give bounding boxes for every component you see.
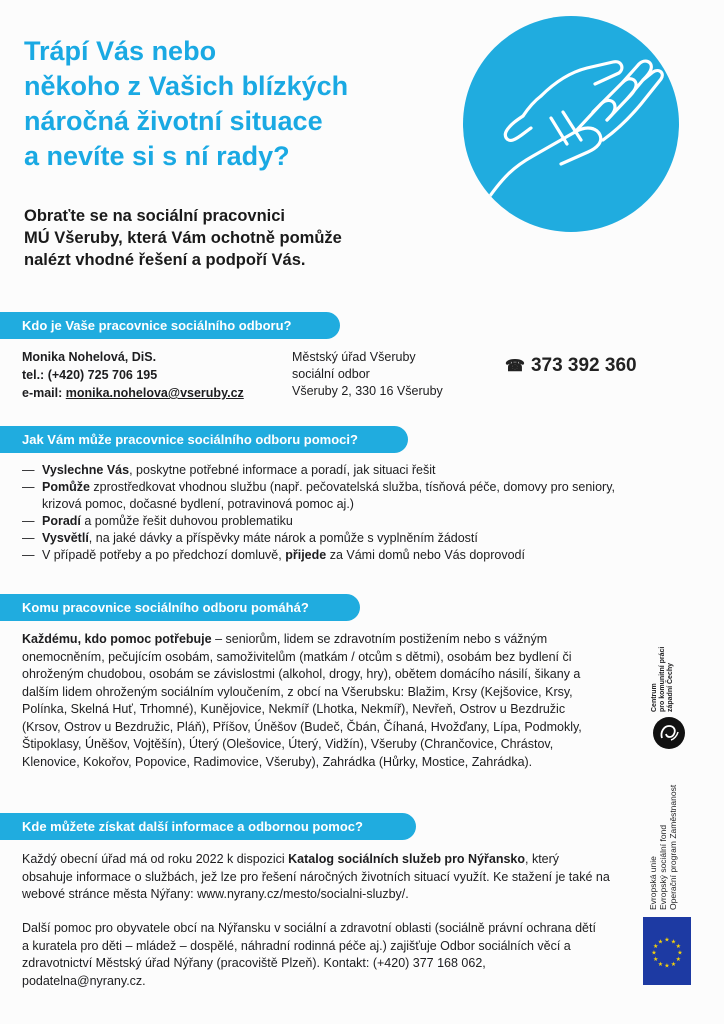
item-text: a pomůže řešit duhovou problematiku [80, 514, 293, 528]
logo-line: Centrum [651, 683, 658, 712]
catalog-name: Katalog sociálních služeb pro Nýřansko [288, 852, 526, 866]
logo-line: pro komunitní práci [659, 646, 666, 712]
contact-email-link[interactable]: monika.nohelova@vseruby.cz [65, 386, 244, 400]
office-phone [505, 355, 637, 377]
more-text: , který obsahuje informace o službách, jež lze pro řešení náročných životních situací využít. Ke stažení je také na webové stránce města Nýřany: www.nyrany.cz/mesto/socialni-sluzby/. [22, 852, 610, 901]
list-item [22, 547, 622, 564]
eu-star: ★ [675, 957, 681, 964]
list-item [22, 462, 622, 479]
headline-line: Trápí Vás nebo [24, 36, 217, 66]
intro-line: nalézt vhodné řešení a podpoří Vás. [24, 251, 306, 269]
headline-line: někoho z Vašich blízkých [24, 71, 349, 101]
list-item [22, 479, 622, 513]
eu-star: ★ [664, 963, 670, 970]
whom-paragraph [22, 631, 582, 771]
eu-star: ★ [670, 939, 677, 946]
office-address [292, 349, 443, 400]
headline [24, 34, 404, 174]
office-phone-number: 373 392 360 [530, 355, 637, 376]
more-paragraph-2: Další pomoc pro obyvatele obcí na Nýřansku v sociální a zdravotní oblasti (sociálně právní ochrana dětí a kuratela pro děti – mládež – dospělé, náhradní rodinná péče aj.) zajišťuje Odbor sociálních věcí a zdravotnictví Městský úřad Nýřany (pracoviště Plzeň). Kontakt: (+420) 377 168 062, podatelna@nyrany.cz. [22, 921, 596, 988]
section-heading-whom: Komu pracovnice sociálního odboru pomáhá? [0, 594, 360, 621]
section-heading-how: Jak Vám může pracovnice sociálního odboru pomoci? [0, 426, 408, 453]
logo-line: západní Čechy [667, 662, 674, 712]
item-bold: Vyslechne Vás [42, 463, 130, 477]
item-text: , poskytne potřebné informace a poradí, jak situaci řešit [129, 463, 436, 477]
more-paragraph-1 [22, 851, 612, 904]
eu-star: ★ [677, 950, 683, 957]
hands-illustration [463, 16, 679, 232]
headline-line: a nevíte si s ní rady? [24, 141, 290, 171]
section-heading-more: Kde můžete získat další informace a odbornou pomoc? [0, 813, 416, 840]
whom-text: – seniorům, lidem se zdravotním postižením nebo s vážným onemocněním, pečujícím osobám, samoživitelům (matkám / otcům s dětmi), osobám bez bydlení či ohroženým chudobou, osobám se závislostmi (alkohol, drogy, hry), obětem domácího násilí, šikany a dalším lidem ohroženým sociálním vyloučením, z obcí na Všerubsku: Blažim, Krsy (Kejšovice, Krsy, Polínka, Skelná Huť, Trhomné), Kunějovice, Nekmíř (Lhotka, Nekmíř), Nevřeň, Ostrov u Bezdružic (Krsov, Ostrov u Bezdružic, Pláň), Příšov, Úněšov (Budeč, Čbán, Číhaná, Hvožďany, Lípa, Podmokly, Štipoklasy, Úněšov, Vojtěšín), Úterý (Olešovice, Úterý, Vidžín), Všeruby (Chrančovice, Chrástov, Klenovice, Kokořov, Popovice, Radimovice, Všeruby), Zahrádka (Hůrky, Mostice, Zahrádka). [22, 632, 582, 769]
help-list [22, 462, 622, 564]
email-label: e-mail: [22, 386, 63, 400]
section-heading-who: Kdo je Vaše pracovnice sociálního odboru? [0, 312, 340, 339]
list-item [22, 530, 622, 547]
logo-line: Evropská unie [648, 856, 658, 910]
tel-label: tel.: [22, 368, 45, 382]
intro-line: MÚ Všeruby, která Vám ochotně pomůže [24, 229, 342, 247]
eu-flag-icon [643, 917, 691, 985]
list-item [22, 513, 622, 530]
eu-star: ★ [675, 944, 681, 951]
eu-star: ★ [653, 944, 659, 951]
item-bold: Poradí [42, 514, 81, 528]
eu-logo-lines [648, 785, 678, 910]
eu-star: ★ [657, 961, 664, 968]
headline-line: náročná životní situace [24, 106, 323, 136]
office-line: Městský úřad Všeruby [292, 350, 416, 364]
item-bold: přijede [285, 548, 327, 562]
office-line: sociální odbor [292, 367, 370, 381]
item-text: , na jaké dávky a příspěvky máte nárok a pomůže s vyplněním žádostí [88, 531, 478, 545]
item-text: zprostředkovat vhodnou službu (např. pečovatelská služba, tísňová péče, domovy pro seniory, krizová pomoc, dočasné bydlení, potravinová pomoc aj.) [42, 480, 615, 511]
whom-bold: Každému, kdo pomoc potřebuje [22, 632, 212, 646]
center-logo-lines [651, 647, 675, 712]
contact-tel: (+420) 725 706 195 [47, 368, 158, 382]
intro-text [24, 205, 444, 271]
eu-stars-icon [643, 917, 691, 985]
eu-star: ★ [651, 950, 657, 957]
contact-name: Monika Nohelová, DiS. [22, 350, 157, 364]
intro-line: Obraťte se na sociální pracovnici [24, 207, 286, 225]
logo-line: Evropský sociální fond [658, 824, 668, 910]
eu-star: ★ [670, 961, 677, 968]
telephone-icon: ☎ [505, 358, 525, 375]
helping-hands-icon [463, 16, 679, 232]
eu-star: ★ [653, 957, 659, 964]
more-text: Každý obecní úřad má od roku 2022 k dispozici [22, 852, 289, 866]
eu-star: ★ [657, 939, 664, 946]
center-logo-icon [652, 716, 686, 750]
item-text: V případě potřeby a po předchozí domluvě, [42, 548, 286, 562]
logo-line: Operační program Zaměstnanost [668, 784, 678, 910]
item-text: za Vámi domů nebo Vás doprovodí [326, 548, 525, 562]
eu-star: ★ [664, 937, 670, 944]
contact-person [22, 348, 244, 402]
office-line: Všeruby 2, 330 16 Všeruby [292, 384, 443, 398]
item-bold: Vysvětlí [42, 531, 89, 545]
item-bold: Pomůže [42, 480, 90, 494]
